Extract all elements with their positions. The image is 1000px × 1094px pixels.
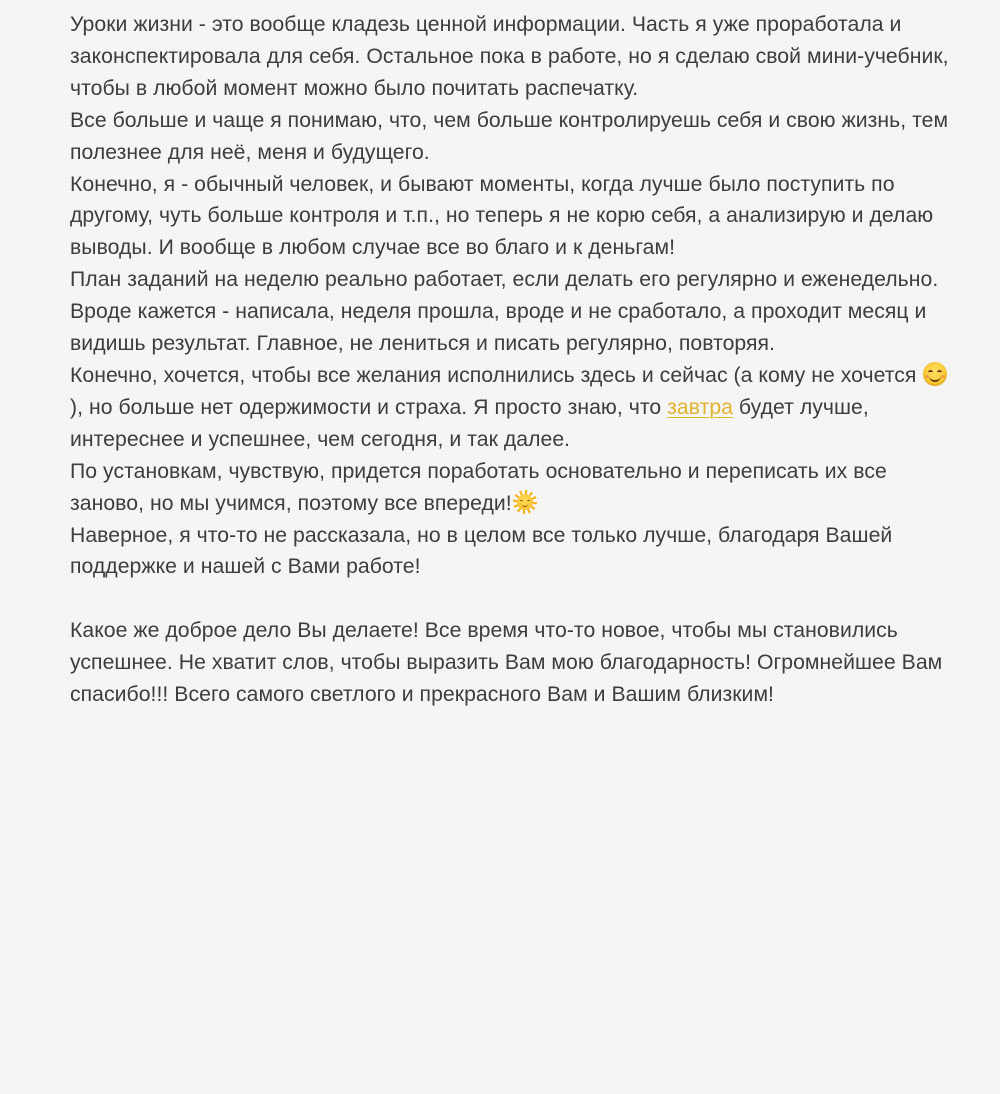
wishes-text-middle: ), но больше нет одержимости и страха. Я просто знаю, что — [70, 395, 668, 419]
attitudes-text: По установкам, чувствую, придется поработать основательно и переписать их все заново, но мы учимся, поэтому все впереди! — [70, 459, 887, 515]
paragraph-gratitude: Какое же доброе дело Вы делаете! Все время что-то новое, чтобы мы становились успешнее. Не хватит слов, чтобы выразить Вам мою благодарность! Огромнейшее Вам спасибо!!! Всего самого светлого и прекрасного Вам и Вашим близким! — [70, 619, 943, 707]
tomorrow-link[interactable]: завтра — [667, 395, 733, 419]
paragraph-gap — [70, 583, 950, 615]
paragraph-support: Наверное, я что-то не рассказала, но в целом все только лучше, благодаря Вашей поддержке и нашей с Вами работе! — [70, 523, 893, 579]
wishes-text-end: будет лучше, интереснее и успешнее, чем сегодня, и так далее. — [70, 395, 869, 451]
paragraph-self-control: Все больше и чаще я понимаю, что, чем больше контролируешь себя и свою жизнь, тем полезнее для неё, меня и будущего. — [70, 108, 949, 164]
paragraph-attitudes — [70, 456, 950, 520]
paragraph-life-lessons: Уроки жизни - это вообще кладезь ценной информации. Часть я уже проработала и законспектировала для себя. Остальное пока в работе, но я сделаю свой мини-учебник, чтобы в любой момент можно было почитать распечатку. — [70, 13, 949, 100]
sun-with-face-emoji-icon — [513, 490, 537, 514]
paragraph-wishes — [70, 360, 950, 456]
smiling-face-emoji-icon — [923, 362, 947, 386]
document-body — [70, 9, 950, 711]
wishes-text-start: Конечно, хочется, чтобы все желания исполнились здесь и сейчас (а кому не хочется — [70, 363, 923, 387]
paragraph-ordinary-person: Конечно, я - обычный человек, и бывают моменты, когда лучше было поступить по другому, чуть больше контроля и т.п., но теперь я не корю себя, а анализирую и делаю выводы. И вообще в любом случае все во благо и к деньгам! — [70, 172, 934, 260]
paragraph-weekly-plan: План заданий на неделю реально работает, если делать его регулярно и еженедельно. Вроде кажется - написала, неделя прошла, вроде и не сработало, а проходит месяц и видишь результат. Главное, не лениться и писать регулярно, повторяя. — [70, 268, 939, 356]
